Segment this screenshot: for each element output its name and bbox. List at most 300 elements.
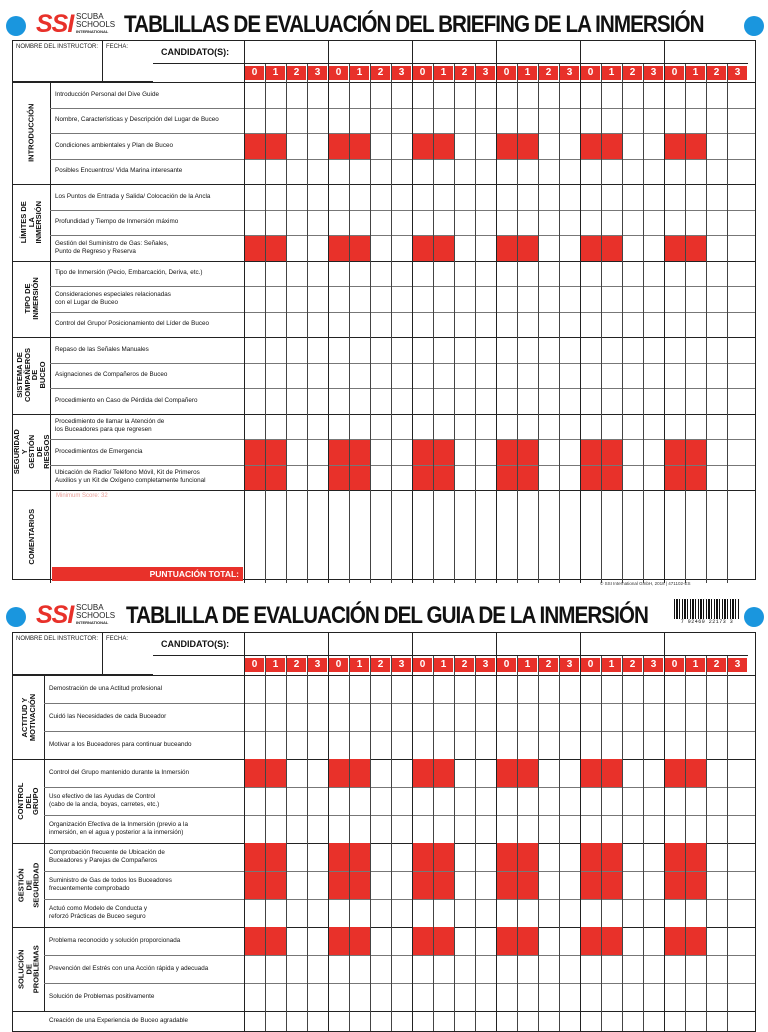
- score-cell[interactable]: [433, 703, 454, 731]
- score-cell[interactable]: [433, 108, 454, 134]
- score-cell[interactable]: [685, 465, 706, 491]
- score-cell[interactable]: [538, 871, 559, 899]
- score-cell[interactable]: [580, 955, 601, 983]
- score-cell[interactable]: [538, 184, 559, 210]
- score-cell[interactable]: [370, 414, 391, 440]
- score-cell[interactable]: [706, 731, 727, 759]
- score-cell[interactable]: [412, 815, 433, 843]
- score-cell[interactable]: [265, 133, 286, 159]
- score-cell[interactable]: [706, 899, 727, 927]
- score-cell[interactable]: [580, 286, 601, 312]
- score-cell[interactable]: [601, 82, 622, 108]
- score-cell[interactable]: [517, 261, 538, 287]
- score-cell[interactable]: [307, 983, 328, 1011]
- score-cell[interactable]: [496, 815, 517, 843]
- score-cell[interactable]: [517, 703, 538, 731]
- score-cell[interactable]: [601, 159, 622, 185]
- score-cell[interactable]: [496, 731, 517, 759]
- score-cell[interactable]: [685, 439, 706, 465]
- score-cell[interactable]: [496, 759, 517, 787]
- score-cell[interactable]: [370, 675, 391, 703]
- score-cell[interactable]: [433, 731, 454, 759]
- score-cell[interactable]: [538, 439, 559, 465]
- score-cell[interactable]: [412, 703, 433, 731]
- score-cell[interactable]: [454, 286, 475, 312]
- score-cell[interactable]: [517, 871, 538, 899]
- candidate-name-field[interactable]: [664, 633, 748, 656]
- score-cell[interactable]: [496, 871, 517, 899]
- score-cell[interactable]: [580, 235, 601, 261]
- score-cell[interactable]: [412, 286, 433, 312]
- score-cell[interactable]: [685, 703, 706, 731]
- score-cell[interactable]: [328, 414, 349, 440]
- score-cell[interactable]: [622, 286, 643, 312]
- score-cell[interactable]: [370, 133, 391, 159]
- score-cell[interactable]: [643, 927, 664, 955]
- candidate-name-field[interactable]: [328, 41, 412, 64]
- score-cell[interactable]: [454, 465, 475, 491]
- score-cell[interactable]: [286, 337, 307, 363]
- score-cell[interactable]: [391, 703, 412, 731]
- score-cell[interactable]: [454, 675, 475, 703]
- score-cell[interactable]: [307, 363, 328, 389]
- score-cell[interactable]: [580, 843, 601, 871]
- score-cell[interactable]: [706, 388, 727, 414]
- score-cell[interactable]: [433, 465, 454, 491]
- score-cell[interactable]: [454, 82, 475, 108]
- score-cell[interactable]: [244, 184, 265, 210]
- score-cell[interactable]: [706, 286, 727, 312]
- score-cell[interactable]: [664, 363, 685, 389]
- score-cell[interactable]: [559, 815, 580, 843]
- score-cell[interactable]: [706, 133, 727, 159]
- score-cell[interactable]: [622, 108, 643, 134]
- score-cell[interactable]: [559, 82, 580, 108]
- score-cell[interactable]: [475, 927, 496, 955]
- score-cell[interactable]: [265, 261, 286, 287]
- score-cell[interactable]: [517, 465, 538, 491]
- score-cell[interactable]: [349, 731, 370, 759]
- score-cell[interactable]: [286, 703, 307, 731]
- score-cell[interactable]: [286, 235, 307, 261]
- score-cell[interactable]: [328, 439, 349, 465]
- score-cell[interactable]: [475, 82, 496, 108]
- score-cell[interactable]: [727, 414, 748, 440]
- score-cell[interactable]: [475, 871, 496, 899]
- score-cell[interactable]: [265, 388, 286, 414]
- score-cell[interactable]: [454, 955, 475, 983]
- score-cell[interactable]: [370, 465, 391, 491]
- score-cell[interactable]: [685, 108, 706, 134]
- score-cell[interactable]: [286, 759, 307, 787]
- score-cell[interactable]: [727, 235, 748, 261]
- score-cell[interactable]: [685, 675, 706, 703]
- score-cell[interactable]: [517, 439, 538, 465]
- score-cell[interactable]: [559, 414, 580, 440]
- score-cell[interactable]: [622, 235, 643, 261]
- score-cell[interactable]: [328, 759, 349, 787]
- score-cell[interactable]: [286, 133, 307, 159]
- score-cell[interactable]: [559, 337, 580, 363]
- score-cell[interactable]: [538, 731, 559, 759]
- score-cell[interactable]: [328, 337, 349, 363]
- score-cell[interactable]: [538, 899, 559, 927]
- score-cell[interactable]: [307, 465, 328, 491]
- score-cell[interactable]: [538, 235, 559, 261]
- score-cell[interactable]: [412, 159, 433, 185]
- score-cell[interactable]: [496, 388, 517, 414]
- score-cell[interactable]: [559, 871, 580, 899]
- score-cell[interactable]: [643, 388, 664, 414]
- score-cell[interactable]: [727, 759, 748, 787]
- score-cell[interactable]: [538, 843, 559, 871]
- score-cell[interactable]: [265, 731, 286, 759]
- score-cell[interactable]: [601, 927, 622, 955]
- score-cell[interactable]: [433, 955, 454, 983]
- score-cell[interactable]: [580, 184, 601, 210]
- score-cell[interactable]: [601, 210, 622, 236]
- score-cell[interactable]: [307, 899, 328, 927]
- score-cell[interactable]: [517, 159, 538, 185]
- score-cell[interactable]: [727, 731, 748, 759]
- score-cell[interactable]: [286, 787, 307, 815]
- score-cell[interactable]: [391, 133, 412, 159]
- score-cell[interactable]: [559, 759, 580, 787]
- score-cell[interactable]: [349, 235, 370, 261]
- score-cell[interactable]: [265, 286, 286, 312]
- score-cell[interactable]: [412, 759, 433, 787]
- score-cell[interactable]: [349, 312, 370, 338]
- score-cell[interactable]: [475, 337, 496, 363]
- score-cell[interactable]: [664, 388, 685, 414]
- score-cell[interactable]: [517, 927, 538, 955]
- score-cell[interactable]: [244, 927, 265, 955]
- score-cell[interactable]: [706, 108, 727, 134]
- score-cell[interactable]: [391, 82, 412, 108]
- score-cell[interactable]: [265, 927, 286, 955]
- score-cell[interactable]: [391, 983, 412, 1011]
- score-cell[interactable]: [580, 675, 601, 703]
- score-cell[interactable]: [496, 312, 517, 338]
- score-cell[interactable]: [643, 159, 664, 185]
- score-cell[interactable]: [433, 159, 454, 185]
- score-cell[interactable]: [538, 363, 559, 389]
- score-cell[interactable]: [622, 703, 643, 731]
- score-cell[interactable]: [475, 899, 496, 927]
- score-cell[interactable]: [433, 261, 454, 287]
- score-cell[interactable]: [370, 363, 391, 389]
- score-cell[interactable]: [286, 286, 307, 312]
- score-cell[interactable]: [475, 465, 496, 491]
- score-cell[interactable]: [685, 363, 706, 389]
- score-cell[interactable]: [580, 133, 601, 159]
- score-cell[interactable]: [454, 363, 475, 389]
- score-cell[interactable]: [517, 286, 538, 312]
- score-cell[interactable]: [244, 843, 265, 871]
- score-cell[interactable]: [391, 414, 412, 440]
- score-cell[interactable]: [370, 731, 391, 759]
- score-cell[interactable]: [433, 337, 454, 363]
- score-cell[interactable]: [244, 235, 265, 261]
- score-cell[interactable]: [643, 787, 664, 815]
- score-cell[interactable]: [559, 439, 580, 465]
- score-cell[interactable]: [643, 82, 664, 108]
- score-cell[interactable]: [664, 82, 685, 108]
- score-cell[interactable]: [454, 184, 475, 210]
- score-cell[interactable]: [307, 843, 328, 871]
- score-cell[interactable]: [433, 927, 454, 955]
- score-cell[interactable]: [286, 899, 307, 927]
- score-cell[interactable]: [685, 871, 706, 899]
- score-cell[interactable]: [454, 703, 475, 731]
- score-cell[interactable]: [328, 815, 349, 843]
- score-cell[interactable]: [454, 414, 475, 440]
- score-cell[interactable]: [580, 414, 601, 440]
- score-cell[interactable]: [265, 414, 286, 440]
- score-cell[interactable]: [706, 815, 727, 843]
- score-cell[interactable]: [433, 184, 454, 210]
- score-cell[interactable]: [538, 82, 559, 108]
- score-cell[interactable]: [244, 439, 265, 465]
- score-cell[interactable]: [475, 286, 496, 312]
- score-cell[interactable]: [601, 759, 622, 787]
- score-cell[interactable]: [517, 414, 538, 440]
- score-cell[interactable]: [622, 955, 643, 983]
- score-cell[interactable]: [664, 759, 685, 787]
- score-cell[interactable]: [496, 108, 517, 134]
- score-cell[interactable]: [559, 363, 580, 389]
- score-cell[interactable]: [454, 439, 475, 465]
- score-cell[interactable]: [706, 210, 727, 236]
- score-cell[interactable]: [475, 983, 496, 1011]
- score-cell[interactable]: [538, 955, 559, 983]
- score-cell[interactable]: [643, 759, 664, 787]
- score-cell[interactable]: [706, 675, 727, 703]
- score-cell[interactable]: [349, 465, 370, 491]
- score-cell[interactable]: [286, 184, 307, 210]
- score-cell[interactable]: [349, 955, 370, 983]
- score-cell[interactable]: [475, 787, 496, 815]
- score-cell[interactable]: [643, 337, 664, 363]
- score-cell[interactable]: [706, 184, 727, 210]
- score-cell[interactable]: [601, 414, 622, 440]
- score-cell[interactable]: [622, 843, 643, 871]
- score-cell[interactable]: [538, 388, 559, 414]
- score-cell[interactable]: [517, 363, 538, 389]
- score-cell[interactable]: [454, 261, 475, 287]
- score-cell[interactable]: [622, 184, 643, 210]
- score-cell[interactable]: [307, 286, 328, 312]
- score-cell[interactable]: [706, 983, 727, 1011]
- score-cell[interactable]: [664, 261, 685, 287]
- score-cell[interactable]: [307, 414, 328, 440]
- score-cell[interactable]: [265, 312, 286, 338]
- score-cell[interactable]: [580, 108, 601, 134]
- score-cell[interactable]: [706, 927, 727, 955]
- score-cell[interactable]: [412, 312, 433, 338]
- score-cell[interactable]: [601, 703, 622, 731]
- score-cell[interactable]: [454, 159, 475, 185]
- date-field[interactable]: FECHA:: [103, 633, 153, 675]
- score-cell[interactable]: [244, 731, 265, 759]
- score-cell[interactable]: [706, 261, 727, 287]
- score-cell[interactable]: [244, 337, 265, 363]
- score-cell[interactable]: [727, 787, 748, 815]
- score-cell[interactable]: [328, 675, 349, 703]
- score-cell[interactable]: [328, 235, 349, 261]
- score-cell[interactable]: [706, 159, 727, 185]
- score-cell[interactable]: [496, 787, 517, 815]
- score-cell[interactable]: [664, 108, 685, 134]
- score-cell[interactable]: [727, 108, 748, 134]
- score-cell[interactable]: [433, 983, 454, 1011]
- score-cell[interactable]: [328, 955, 349, 983]
- score-cell[interactable]: [643, 675, 664, 703]
- score-cell[interactable]: [244, 159, 265, 185]
- score-cell[interactable]: [643, 703, 664, 731]
- score-cell[interactable]: [517, 955, 538, 983]
- score-cell[interactable]: [601, 871, 622, 899]
- score-cell[interactable]: [349, 675, 370, 703]
- score-cell[interactable]: [664, 899, 685, 927]
- score-cell[interactable]: [727, 955, 748, 983]
- score-cell[interactable]: [307, 184, 328, 210]
- score-cell[interactable]: [244, 899, 265, 927]
- score-cell[interactable]: [307, 235, 328, 261]
- score-cell[interactable]: [391, 312, 412, 338]
- score-cell[interactable]: [601, 184, 622, 210]
- score-cell[interactable]: [496, 337, 517, 363]
- score-cell[interactable]: [307, 955, 328, 983]
- score-cell[interactable]: [685, 184, 706, 210]
- score-cell[interactable]: [727, 703, 748, 731]
- score-cell[interactable]: [727, 439, 748, 465]
- score-cell[interactable]: [622, 133, 643, 159]
- score-cell[interactable]: [517, 983, 538, 1011]
- score-cell[interactable]: [664, 871, 685, 899]
- score-cell[interactable]: [496, 955, 517, 983]
- score-cell[interactable]: [643, 414, 664, 440]
- score-cell[interactable]: [412, 210, 433, 236]
- score-cell[interactable]: [433, 787, 454, 815]
- candidate-name-field[interactable]: [244, 41, 328, 64]
- score-cell[interactable]: [286, 843, 307, 871]
- score-cell[interactable]: [349, 787, 370, 815]
- score-cell[interactable]: [496, 983, 517, 1011]
- score-cell[interactable]: [601, 286, 622, 312]
- score-cell[interactable]: [706, 759, 727, 787]
- score-cell[interactable]: [601, 337, 622, 363]
- score-cell[interactable]: [580, 439, 601, 465]
- score-cell[interactable]: [517, 210, 538, 236]
- score-cell[interactable]: [454, 983, 475, 1011]
- score-cell[interactable]: [517, 787, 538, 815]
- score-cell[interactable]: [370, 759, 391, 787]
- score-cell[interactable]: [391, 759, 412, 787]
- score-cell[interactable]: [370, 955, 391, 983]
- score-cell[interactable]: [643, 363, 664, 389]
- score-cell[interactable]: [622, 465, 643, 491]
- score-cell[interactable]: [244, 82, 265, 108]
- score-cell[interactable]: [538, 312, 559, 338]
- score-cell[interactable]: [328, 843, 349, 871]
- score-cell[interactable]: [307, 871, 328, 899]
- score-cell[interactable]: [475, 843, 496, 871]
- score-cell[interactable]: [685, 815, 706, 843]
- candidate-name-field[interactable]: [412, 41, 496, 64]
- score-cell[interactable]: [349, 843, 370, 871]
- score-cell[interactable]: [559, 787, 580, 815]
- score-cell[interactable]: [370, 388, 391, 414]
- score-cell[interactable]: [475, 235, 496, 261]
- score-cell[interactable]: [622, 983, 643, 1011]
- score-cell[interactable]: [622, 261, 643, 287]
- score-cell[interactable]: [727, 184, 748, 210]
- score-cell[interactable]: [370, 927, 391, 955]
- score-cell[interactable]: [412, 133, 433, 159]
- score-cell[interactable]: [244, 108, 265, 134]
- score-cell[interactable]: [349, 337, 370, 363]
- score-cell[interactable]: [265, 184, 286, 210]
- score-cell[interactable]: [307, 108, 328, 134]
- score-cell[interactable]: [643, 983, 664, 1011]
- score-cell[interactable]: [664, 675, 685, 703]
- score-cell[interactable]: [538, 108, 559, 134]
- instructor-name-field[interactable]: NOMBRE DEL INSTRUCTOR:: [13, 41, 103, 82]
- score-cell[interactable]: [727, 363, 748, 389]
- score-cell[interactable]: [685, 133, 706, 159]
- score-cell[interactable]: [349, 414, 370, 440]
- instructor-name-field[interactable]: NOMBRE DEL INSTRUCTOR:: [13, 633, 103, 675]
- score-cell[interactable]: [244, 261, 265, 287]
- score-cell[interactable]: [307, 703, 328, 731]
- score-cell[interactable]: [475, 184, 496, 210]
- score-cell[interactable]: [496, 439, 517, 465]
- score-cell[interactable]: [265, 82, 286, 108]
- score-cell[interactable]: [328, 82, 349, 108]
- score-cell[interactable]: [664, 184, 685, 210]
- score-cell[interactable]: [307, 82, 328, 108]
- score-cell[interactable]: [685, 843, 706, 871]
- score-cell[interactable]: [433, 133, 454, 159]
- score-cell[interactable]: [496, 899, 517, 927]
- score-cell[interactable]: [580, 983, 601, 1011]
- score-cell[interactable]: [538, 210, 559, 236]
- score-cell[interactable]: [265, 815, 286, 843]
- score-cell[interactable]: [664, 337, 685, 363]
- score-cell[interactable]: [307, 927, 328, 955]
- score-cell[interactable]: [328, 363, 349, 389]
- candidate-name-field[interactable]: [412, 633, 496, 656]
- score-cell[interactable]: [244, 363, 265, 389]
- score-cell[interactable]: [412, 439, 433, 465]
- score-cell[interactable]: [412, 235, 433, 261]
- score-cell[interactable]: [559, 108, 580, 134]
- score-cell[interactable]: [580, 815, 601, 843]
- score-cell[interactable]: [454, 787, 475, 815]
- score-cell[interactable]: [391, 184, 412, 210]
- score-cell[interactable]: [622, 815, 643, 843]
- score-cell[interactable]: [307, 261, 328, 287]
- score-cell[interactable]: [391, 731, 412, 759]
- score-cell[interactable]: [727, 388, 748, 414]
- score-cell[interactable]: [601, 465, 622, 491]
- score-cell[interactable]: [685, 82, 706, 108]
- score-cell[interactable]: [433, 312, 454, 338]
- score-cell[interactable]: [307, 787, 328, 815]
- score-cell[interactable]: [601, 388, 622, 414]
- score-cell[interactable]: [580, 787, 601, 815]
